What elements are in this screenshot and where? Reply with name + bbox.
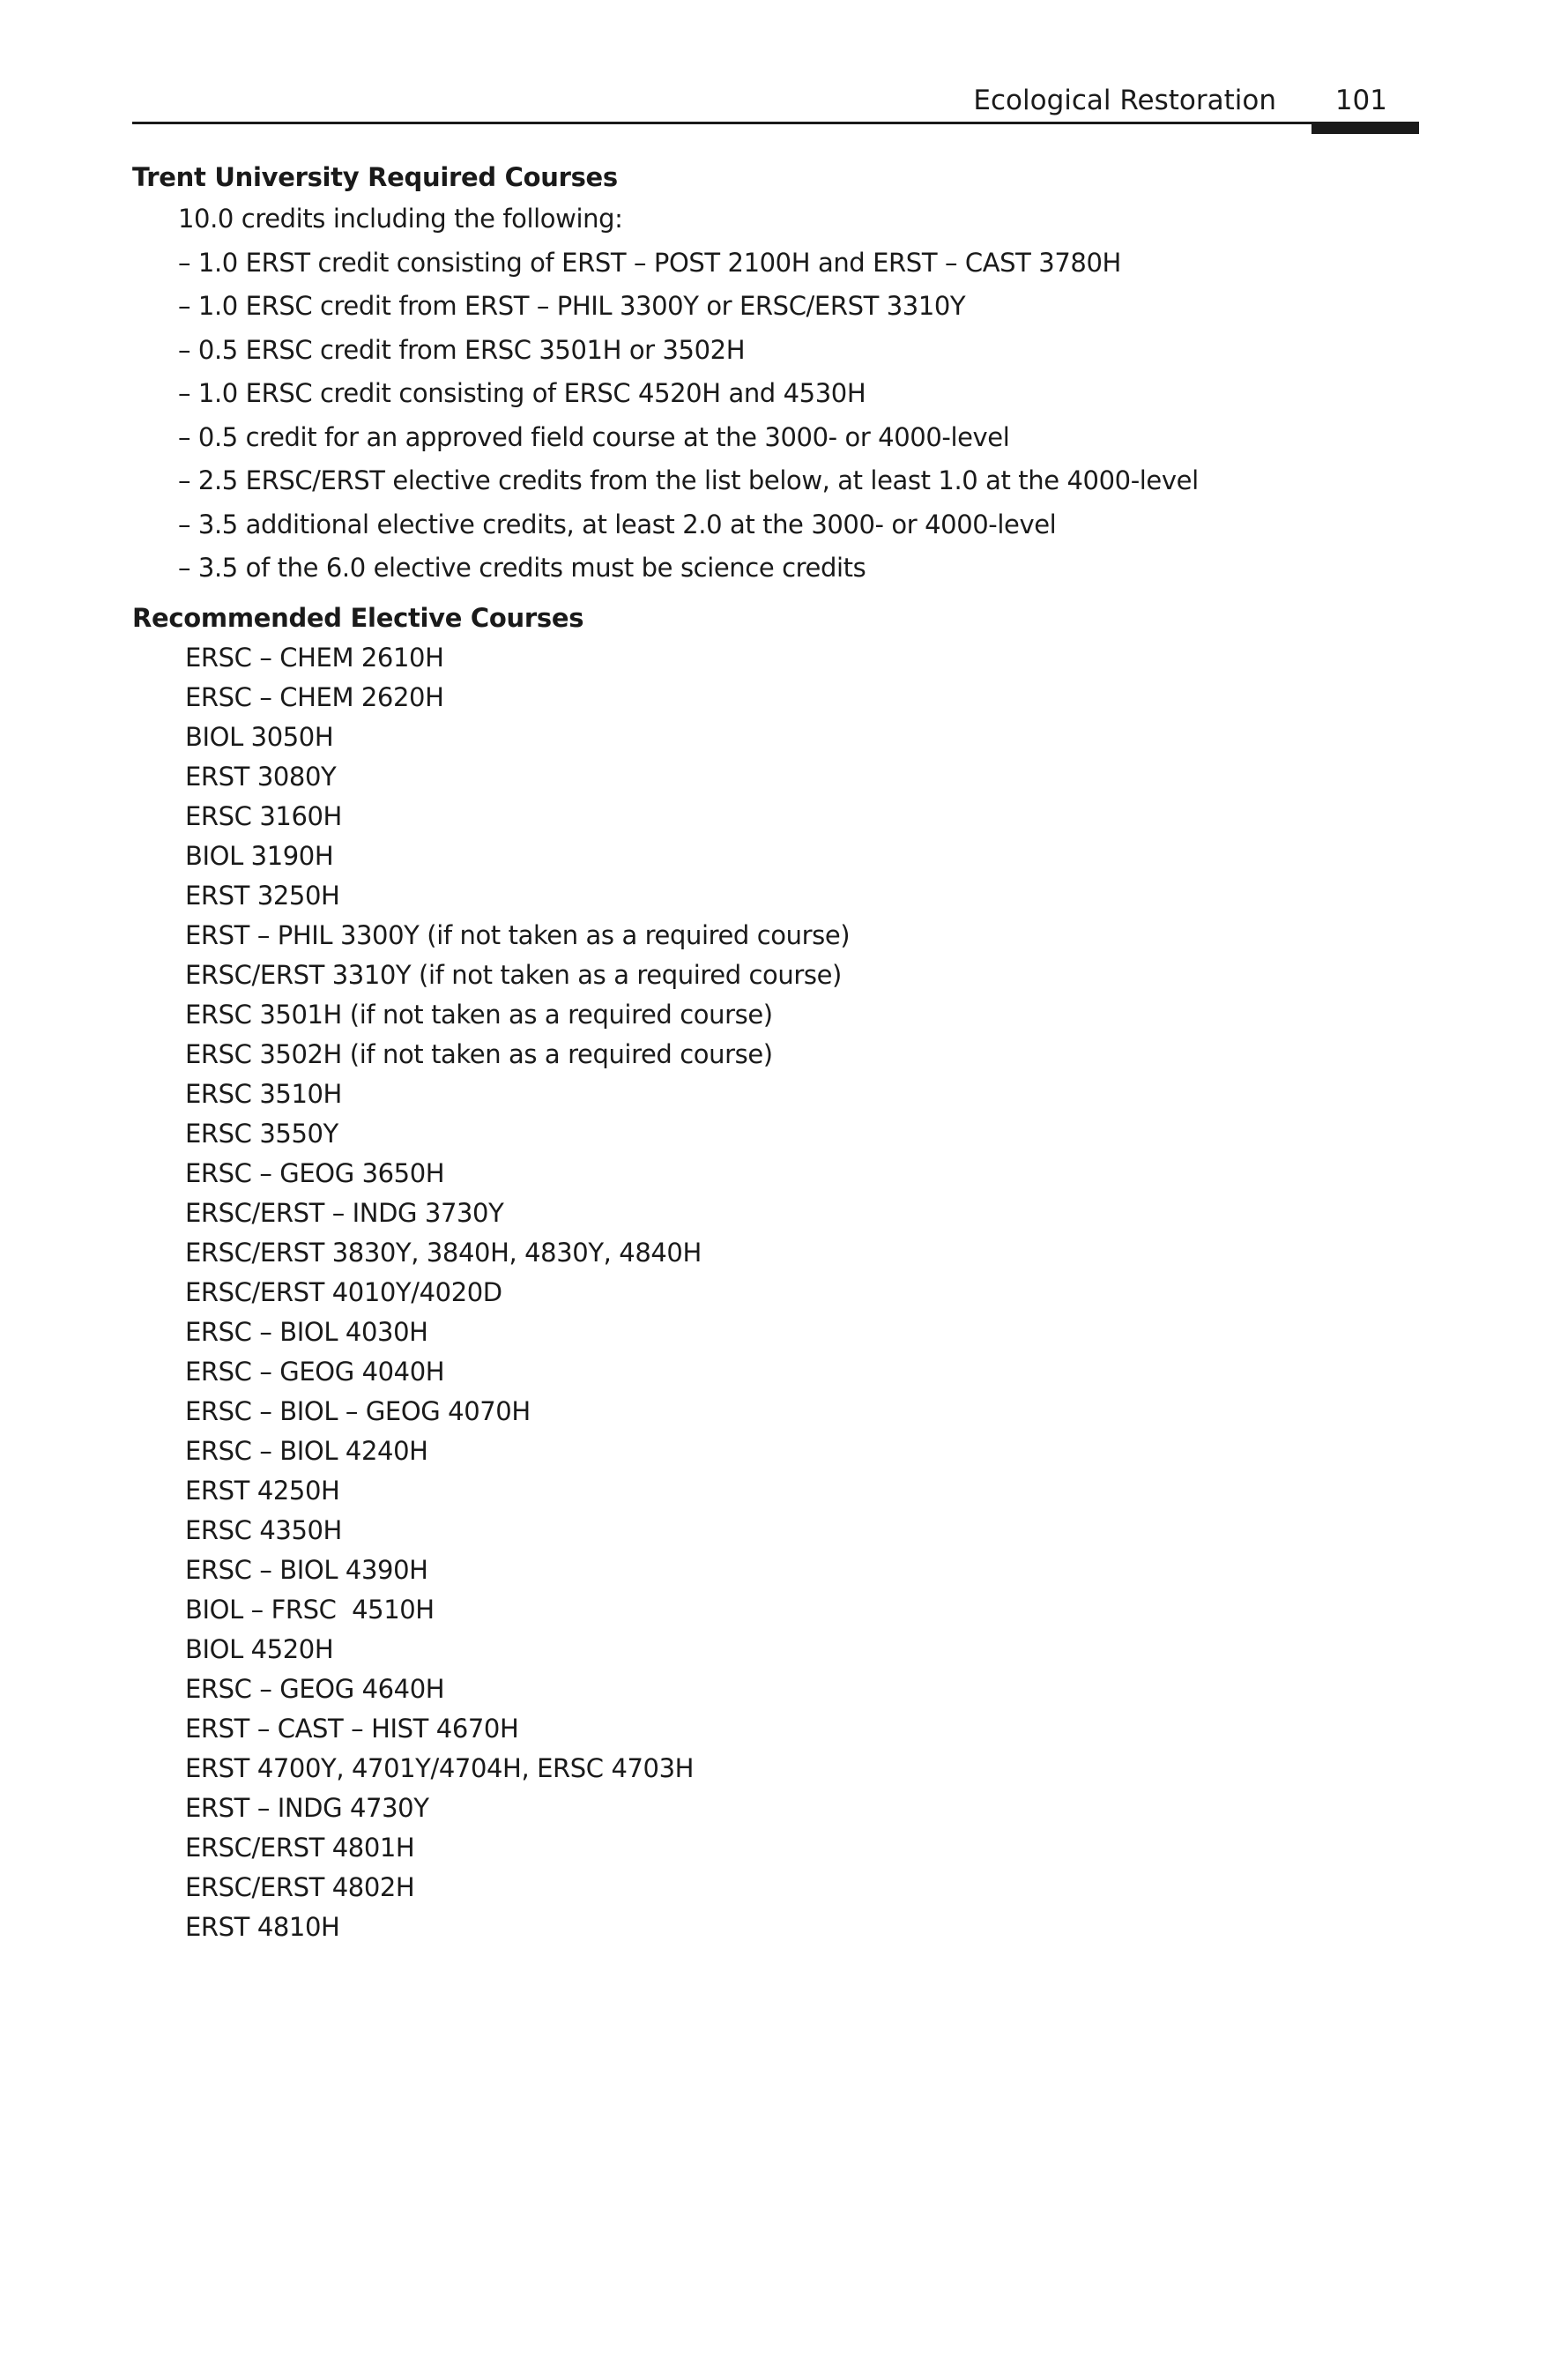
required-credits-summary: 10.0 credits including the following:: [178, 204, 623, 234]
elective-course-item: ERSC 3510H: [185, 1079, 342, 1109]
elective-course-item: ERSC – GEOG 4640H: [185, 1674, 445, 1704]
elective-course-item: ERSC – BIOL – GEOG 4070H: [185, 1396, 531, 1426]
elective-courses-heading: Recommended Elective Courses: [132, 603, 584, 633]
elective-course-item: BIOL 4520H: [185, 1634, 334, 1664]
required-course-item: – 1.0 ERSC credit consisting of ERSC 4520H and 4530H: [178, 378, 866, 408]
elective-course-item: ERSC/ERST 4801H: [185, 1833, 415, 1863]
elective-course-item: ERSC/ERST 3830Y, 3840H, 4830Y, 4840H: [185, 1238, 702, 1268]
elective-course-item: ERSC – BIOL 4030H: [185, 1317, 428, 1347]
elective-course-item: ERST 4250H: [185, 1476, 340, 1506]
elective-course-item: ERSC/ERST 4802H: [185, 1872, 415, 1902]
required-course-item: – 1.0 ERST credit consisting of ERST – POST 2100H and ERST – CAST 3780H: [178, 247, 1121, 278]
required-course-item: – 2.5 ERSC/ERST elective credits from the list below, at least 1.0 at the 4000-level: [178, 465, 1199, 495]
required-courses-list: [132, 197, 1384, 591]
required-course-item: – 3.5 of the 6.0 elective credits must be science credits: [178, 553, 866, 583]
required-courses-section: [132, 157, 1384, 591]
elective-course-item: ERSC/ERST 4010Y/4020D: [185, 1277, 502, 1307]
elective-course-item: ERST 4700Y, 4701Y/4704H, ERSC 4703H: [185, 1753, 695, 1783]
elective-course-item: ERSC – CHEM 2620H: [185, 682, 444, 712]
required-course-item: – 3.5 additional elective credits, at least 2.0 at the 3000- or 4000-level: [178, 509, 1057, 539]
required-course-item: – 0.5 credit for an approved field course at the 3000- or 4000-level: [178, 421, 1010, 452]
elective-course-item: ERSC – CHEM 2610H: [185, 643, 444, 673]
elective-course-item: ERSC/ERST – INDG 3730Y: [185, 1198, 504, 1228]
elective-course-item: ERST – INDG 4730Y: [185, 1793, 429, 1823]
elective-course-item: ERST – CAST – HIST 4670H: [185, 1714, 519, 1744]
elective-course-item: ERSC – BIOL 4390H: [185, 1555, 428, 1585]
elective-course-item: ERSC 4350H: [185, 1515, 342, 1545]
running-head: [132, 81, 1419, 123]
elective-course-item: ERST 4810H: [185, 1912, 340, 1942]
elective-course-item: ERSC – GEOG 4040H: [185, 1357, 445, 1387]
required-courses-heading: Trent University Required Courses: [132, 162, 618, 192]
page-number: 101: [1334, 85, 1387, 116]
running-head-title: Ecological Restoration: [973, 85, 1276, 116]
elective-course-item: ERST 3080Y: [185, 762, 337, 792]
elective-course-item: ERSC/ERST 3310Y (if not taken as a required course): [185, 960, 842, 990]
elective-course-item: ERSC 3160H: [185, 801, 342, 831]
elective-course-item: ERST – PHIL 3300Y (if not taken as a required course): [185, 920, 851, 950]
elective-course-item: BIOL 3190H: [185, 841, 334, 871]
elective-courses-list: [132, 638, 1384, 1947]
elective-course-item: ERSC 3501H (if not taken as a required course): [185, 1000, 773, 1030]
elective-course-item: ERST 3250H: [185, 881, 340, 911]
header-tab-bar: [1312, 123, 1419, 134]
elective-course-item: ERSC – GEOG 3650H: [185, 1158, 445, 1188]
required-course-item: – 0.5 ERSC credit from ERSC 3501H or 3502H: [178, 334, 746, 365]
elective-courses-section: [132, 598, 1384, 1947]
elective-course-item: ERSC 3550Y: [185, 1119, 338, 1149]
elective-course-item: ERSC – BIOL 4240H: [185, 1436, 428, 1466]
elective-course-item: BIOL – FRSC 4510H: [185, 1595, 435, 1625]
header-rule: [132, 122, 1419, 124]
elective-course-item: ERSC 3502H (if not taken as a required course): [185, 1039, 773, 1069]
elective-course-item: BIOL 3050H: [185, 722, 334, 752]
required-course-item: – 1.0 ERSC credit from ERST – PHIL 3300Y or ERSC/ERST 3310Y: [178, 291, 966, 321]
